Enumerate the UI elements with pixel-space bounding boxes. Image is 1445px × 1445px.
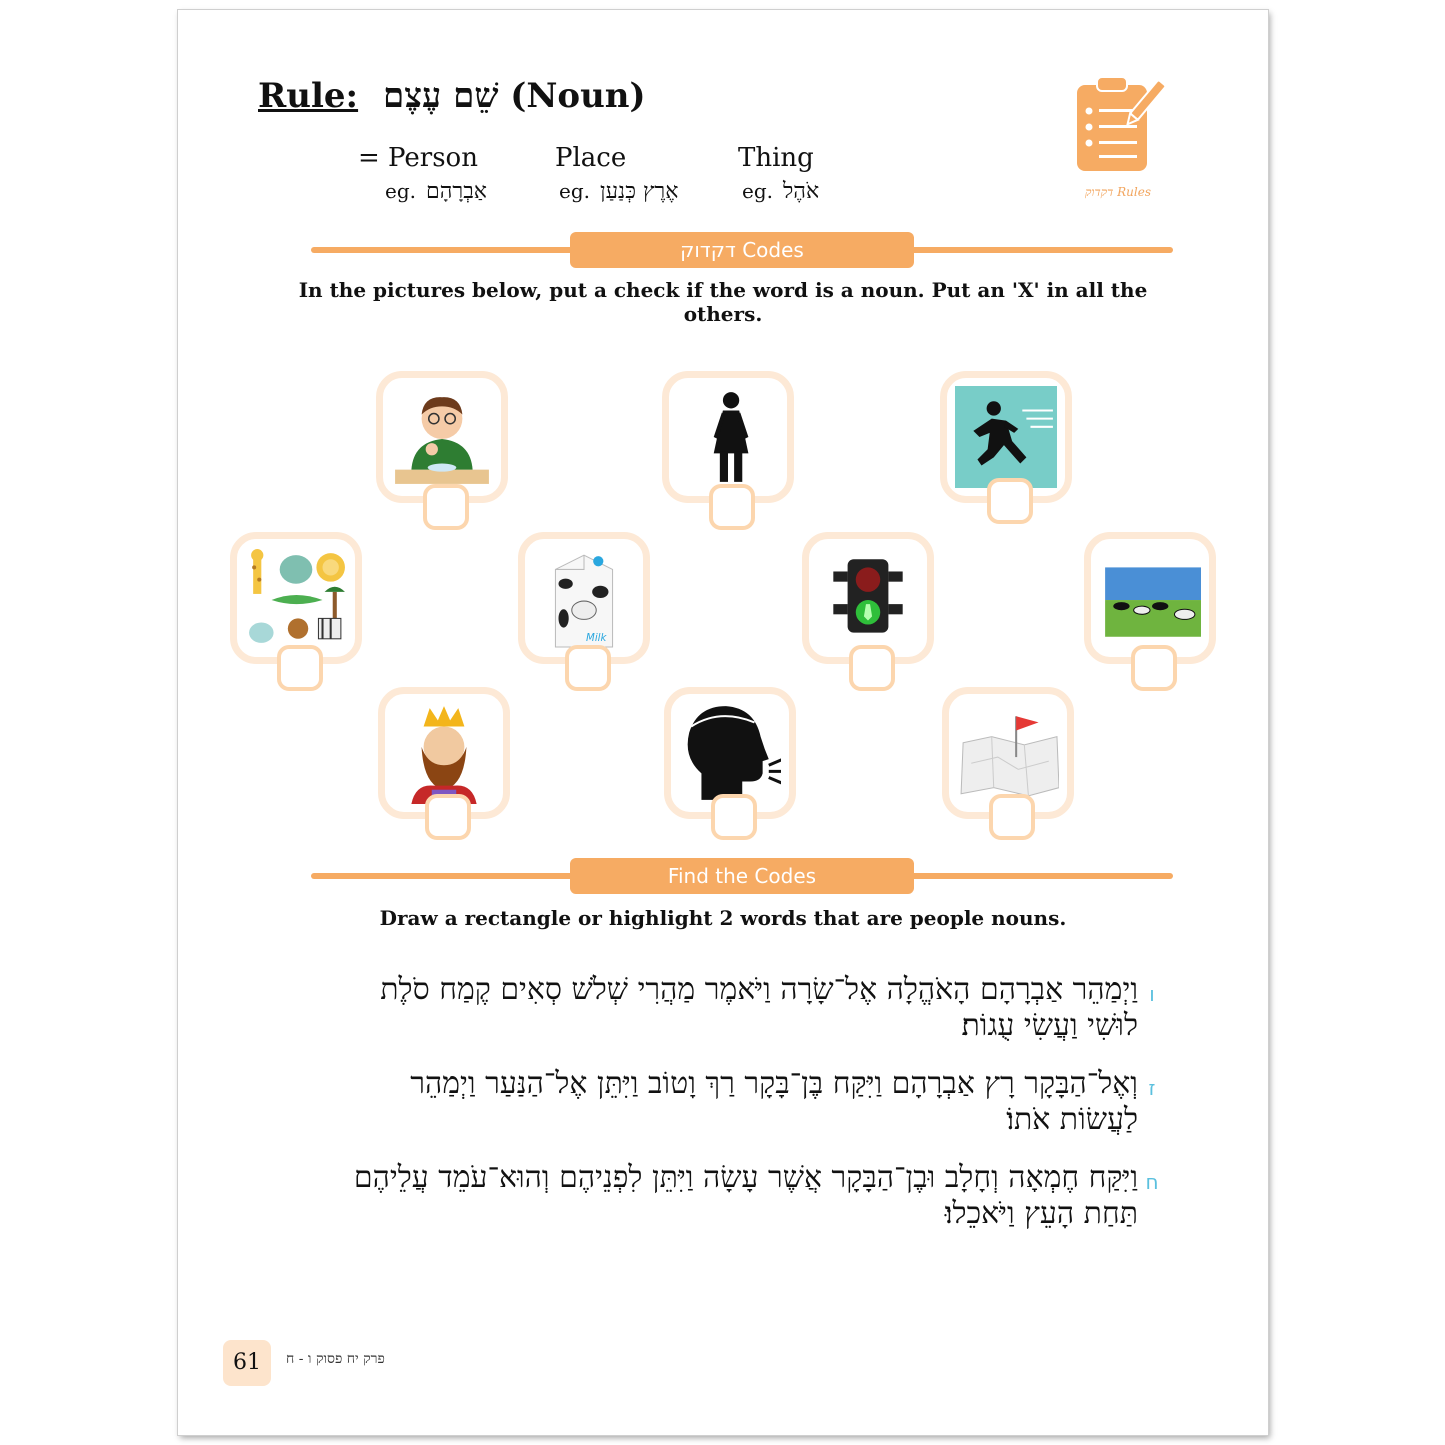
answer-checkbox[interactable] [709,484,755,530]
woman-figure-picture [677,386,779,488]
animals-picture [245,547,347,649]
category-person: = Person [358,143,478,173]
verse-number: ח [1145,1170,1159,1194]
example-label: eg. [385,179,416,203]
section-title-find-codes: Find the Codes [570,858,914,894]
worksheet-page [178,10,1268,1435]
answer-checkbox[interactable] [849,645,895,691]
codes-instruction: In the pictures below, put a check if the word is a noun. Put an 'X' in all the others. [298,278,1148,326]
picture-card [662,371,794,503]
rule-title: שֵׁם עֶצֶם (Noun) [383,76,646,116]
traffic-light-picture [817,547,919,649]
rule-label: Rule: [258,76,359,116]
verse-text[interactable]: וַיִּקַּח חֶמְאָה וְחָלָב וּבֶן־הַבָּקָר אֲשֶׁר עָשָׂה וַיִּתֵּן לִפְנֵיהֶם וְהוּא־עֹמֵד עֲלֵיהֶם תַּחַת הָעֵץ וַיֹּאכֵלוּ׃ [353,1160,1138,1231]
verse-number: ו [1149,982,1155,1006]
picture-card [230,532,362,664]
example-label: eg. [742,179,773,203]
category-place: Place [555,143,627,173]
answer-checkbox[interactable] [277,645,323,691]
boy-eating-picture [391,386,493,488]
answer-checkbox[interactable] [565,645,611,691]
rules-badge-caption: דקדוק Rules [1085,185,1151,199]
category-person-example [385,178,487,204]
answer-checkbox[interactable] [423,484,469,530]
instruction-text: nouns. [984,906,1067,930]
picture-card [940,371,1072,503]
page-number: 61 [223,1340,271,1386]
svg-text:Milk: Milk [586,632,607,644]
example-hebrew: אֶרֶץ כְּנַעַן [600,179,679,204]
answer-checkbox[interactable] [711,794,757,840]
instruction-text: Draw a rectangle or highlight 2 words that are [379,906,910,930]
verse-number: ז [1148,1076,1156,1100]
picture-card [1084,532,1216,664]
answer-checkbox[interactable] [425,794,471,840]
picture-card [664,687,796,819]
picture-card [378,687,510,819]
verse-text[interactable]: וְאֶל־הַבָּקָר רָץ אַבְרָהָם וַיִּקַּח בֶּן־בָּקָר רַךְ וָטוֹב וַיִּתֵּן אֶל־הַנַּעַר וַיְמַהֵר לַעֲשׂוֹת אֹתוֹ׃ [410,1066,1138,1137]
map-flag-picture [957,702,1059,804]
picture-card [376,371,508,503]
section-title-codes: דקדוק Codes [570,232,914,268]
cows-field-picture [1099,547,1201,649]
chapter-reference: פרק יח פסוק ו - ח [286,1351,385,1367]
picture-card [802,532,934,664]
example-label: eg. [559,179,590,203]
king-picture [393,702,495,804]
category-place-example [559,178,678,204]
category-thing: Thing [738,143,814,173]
picture-card [518,532,650,664]
running-person-picture [955,386,1057,488]
find-codes-instruction [298,906,1148,930]
picture-card [942,687,1074,819]
clipboard-pencil-icon [1075,75,1165,185]
verse-text[interactable]: וַיְמַהֵר אַבְרָהָם הָאֹהֱלָה אֶל־שָׂרָה וַיֹּאמֶר מַהֲרִי שְׁלֹשׁ סְאִים קֶמַח סֹלֶת לוּשִׁי וַעֲשִׂי עֻגוֹת׃ [380,972,1138,1043]
milk-carton-picture [533,547,635,649]
instruction-emphasis: people [909,906,985,930]
answer-checkbox[interactable] [1131,645,1177,691]
answer-checkbox[interactable] [989,794,1035,840]
answer-checkbox[interactable] [987,478,1033,524]
speaking-head-picture [679,702,781,804]
example-hebrew: אַבְרָהָם [426,179,487,204]
example-hebrew: אֹהֶל [783,179,820,204]
category-thing-example [742,178,819,204]
